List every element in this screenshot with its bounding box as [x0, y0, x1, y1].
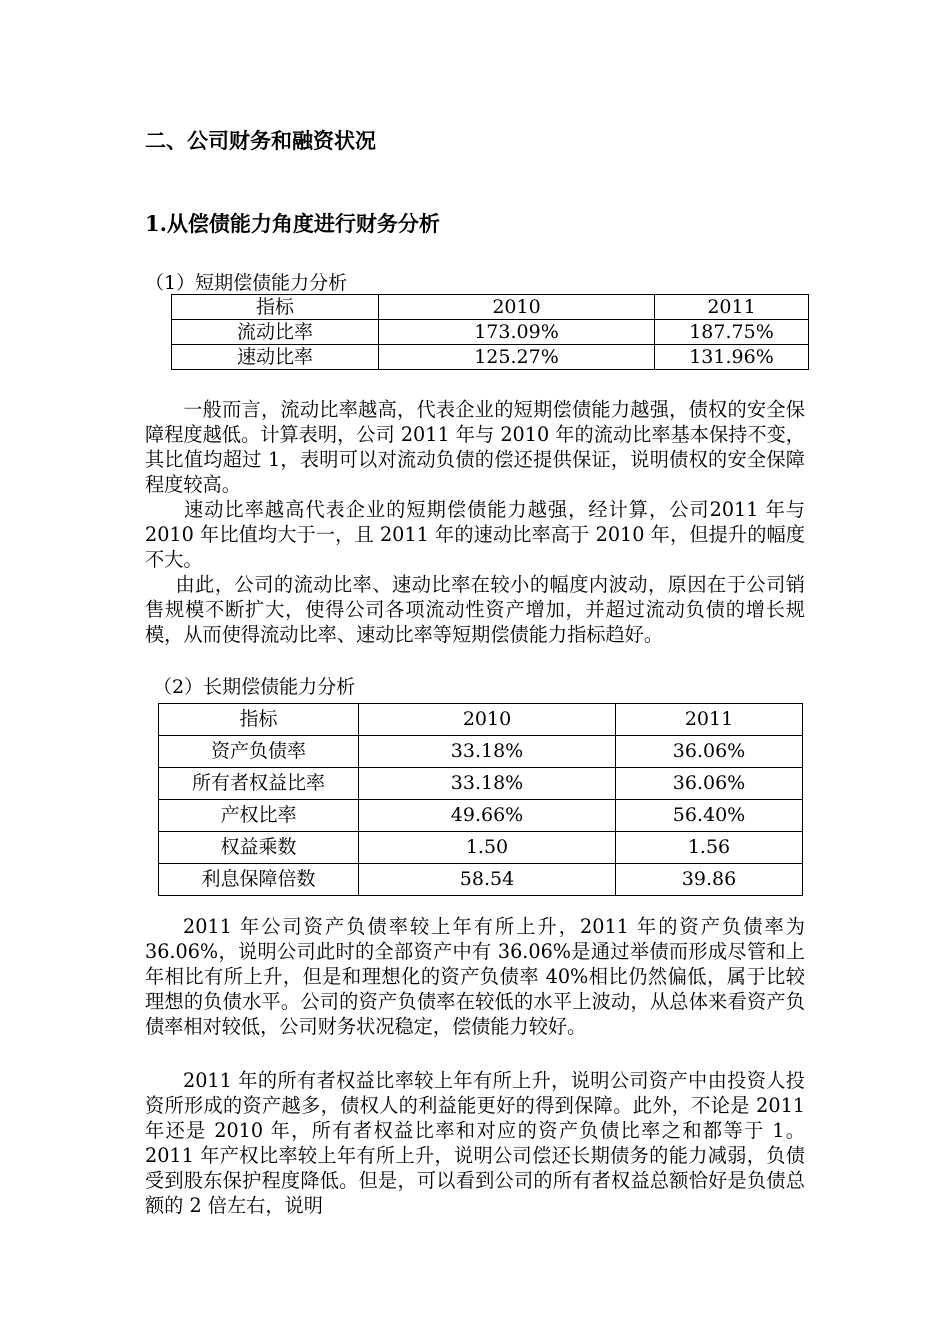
table-cell: 36.06% — [616, 736, 803, 768]
paragraph: 2011 年的所有者权益比率较上年有所上升，说明公司资产中由投资人投资所形成的资产越多，债权人的利益能更好的得到保障。此外，不论是 2011 年还是 2010 年，所有者权益比率和对应的资产负债比率之和都等于 1。2011 年产权比率较上年有所上升，说明公司偿还长期债务的能力减弱，负债受到股东保护程度降低。但是，可以看到公司的所有者权益总额恰好是负债总额的 2 倍左右，说明 — [145, 1069, 805, 1217]
table-row — [159, 736, 803, 768]
table-cell: 49.66% — [359, 800, 616, 832]
table-cell: 173.09% — [379, 320, 655, 345]
paragraph: 由此，公司的流动比率、速动比率在较小的幅度内波动，原因在于公司销售规模不断扩大，使得公司各项流动性资产增加，并超过流动负债的增长规模，从而使得流动比率、速动比率等短期偿债能力指标趋好。 — [145, 573, 805, 646]
table-cell: 36.06% — [616, 768, 803, 800]
table-cell: 资产负债率 — [159, 736, 359, 768]
table-cell: 39.86 — [616, 864, 803, 896]
table-cell: 1.50 — [359, 832, 616, 864]
table-row — [159, 768, 803, 800]
section-title: 二、公司财务和融资状况 — [145, 128, 376, 153]
long-term-table — [158, 703, 803, 896]
table-row — [172, 320, 809, 345]
table-cell: 产权比率 — [159, 800, 359, 832]
subsection-title: 1.从偿债能力角度进行财务分析 — [145, 211, 440, 236]
table-cell: 33.18% — [359, 768, 616, 800]
table-cell: 187.75% — [655, 320, 809, 345]
short-term-table — [171, 294, 809, 370]
paragraph: 速动比率越高代表企业的短期偿债能力越强，经计算，公司2011 年与 2010 年比值均大于一，且 2011 年的速动比率高于 2010 年，但提升的幅度不大。 — [145, 498, 805, 571]
table-header-cell: 2010 — [379, 295, 655, 320]
table-cell: 1.56 — [616, 832, 803, 864]
table-cell: 131.96% — [655, 345, 809, 370]
table-cell: 125.27% — [379, 345, 655, 370]
long-term-caption: （2）长期偿债能力分析 — [153, 676, 356, 698]
table-header-cell: 2010 — [359, 704, 616, 736]
table-cell: 33.18% — [359, 736, 616, 768]
table-cell: 58.54 — [359, 864, 616, 896]
table-cell: 56.40% — [616, 800, 803, 832]
table-row — [159, 800, 803, 832]
table-header-cell: 2011 — [655, 295, 809, 320]
table-header-row — [159, 704, 803, 736]
paragraph: 2011 年公司资产负债率较上年有所上升，2011 年的资产负债率为 36.06%，说明公司此时的全部资产中有 36.06%是通过举债而形成尽管和上年相比有所上升，但是和理想化的资产负债率 40%相比仍然偏低，属于比较理想的负债水平。公司的资产负债率在较低的水平上波动，从总体来看资产负债率相对较低，公司财务状况稳定，偿债能力较好。 — [145, 915, 805, 1038]
table-cell: 流动比率 — [172, 320, 379, 345]
table-row — [172, 345, 809, 370]
table-header-row — [172, 295, 809, 320]
table-header-cell: 指标 — [159, 704, 359, 736]
table-cell: 速动比率 — [172, 345, 379, 370]
table-cell: 利息保障倍数 — [159, 864, 359, 896]
table-header-cell: 2011 — [616, 704, 803, 736]
paragraph: 一般而言，流动比率越高，代表企业的短期偿债能力越强，债权的安全保障程度越低。计算表明，公司 2011 年与 2010 年的流动比率基本保持不变，其比值均超过 1，表明可以对流动负债的偿还提供保证，说明债权的安全保障程度较高。 — [145, 398, 805, 496]
table-header-cell: 指标 — [172, 295, 379, 320]
table-cell: 所有者权益比率 — [159, 768, 359, 800]
table-cell: 权益乘数 — [159, 832, 359, 864]
table-row — [159, 832, 803, 864]
short-term-caption: （1）短期偿债能力分析 — [145, 272, 348, 294]
table-row — [159, 864, 803, 896]
